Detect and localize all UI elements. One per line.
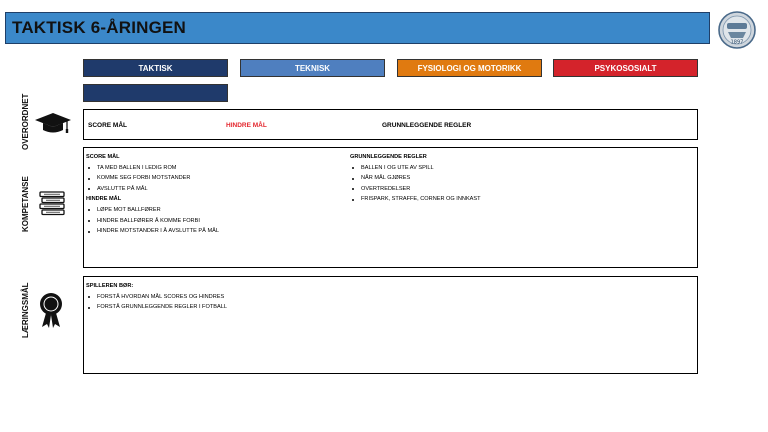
page-title: TAKTISK 6-ÅRINGEN: [12, 18, 187, 37]
kompetanse-regler-heading: GRUNNLEGGENDE REGLER: [350, 154, 427, 160]
list-item: NÅR MÅL GJØRES: [350, 173, 481, 184]
overordnet-hindre-mal: HINDRE MÅL: [226, 122, 267, 129]
list-item: BALLEN I OG UTE AV SPILL: [350, 163, 481, 174]
kompetanse-hindre-heading: HINDRE MÅL: [86, 196, 122, 203]
kompetanse-regler-list: [350, 163, 481, 205]
kompetanse-score-list: [86, 163, 219, 195]
list-item: FORSTÅ GRUNNLEGGENDE REGLER I FOTBALL: [86, 302, 227, 313]
list-item: AVSLUTTE PÅ MÅL: [86, 184, 219, 195]
list-item: FORSTÅ HVORDAN MÅL SCORES OG HINDRES: [86, 292, 227, 303]
list-item: OVERTREDELSER: [350, 184, 481, 195]
award-ribbon-icon: [38, 291, 64, 329]
kompetanse-box: [83, 147, 698, 268]
section-label-overordnet: OVERORDNET: [21, 93, 30, 150]
category-fysiologi-label: FYSIOLOGI OG MOTORIKK: [417, 63, 522, 73]
page-header: [5, 12, 710, 44]
list-item: LØPE MOT BALLFØRER: [86, 205, 219, 216]
overordnet-grunnleggende-regler: GRUNNLEGGENDE REGLER: [382, 122, 472, 129]
laeringsmal-heading: SPILLEREN BØR:: [86, 283, 134, 289]
laeringsmal-box: [83, 276, 698, 374]
kompetanse-right-column: [350, 152, 481, 205]
section-label-laeringsmal: LÆRINGSMÅL: [21, 282, 30, 338]
list-item: FRISPARK, STRAFFE, CORNER OG INNKAST: [350, 194, 481, 205]
category-taktisk-button[interactable]: [83, 59, 228, 77]
category-psykososialt-label: PSYKOSOSIALT: [594, 63, 657, 73]
club-crest-icon: [716, 10, 758, 50]
list-item: HINDRE BALLFØRER Å KOMME FORBI: [86, 216, 219, 227]
kompetanse-score-heading: SCORE MÅL: [86, 154, 120, 160]
category-psykososialt-button[interactable]: [553, 59, 698, 77]
kompetanse-hindre-list: [86, 205, 219, 237]
category-teknisk-button[interactable]: [240, 59, 385, 77]
books-icon: [38, 190, 66, 216]
category-empty-button[interactable]: [83, 84, 228, 102]
section-label-kompetanse: KOMPETANSE: [21, 176, 30, 232]
logo-year: 1897: [730, 39, 744, 46]
laeringsmal-list: [86, 292, 227, 313]
overordnet-box: [83, 109, 698, 140]
list-item: HINDRE MOTSTANDER I Å AVSLUTTE PÅ MÅL: [86, 226, 219, 237]
category-fysiologi-button[interactable]: [397, 59, 542, 77]
overordnet-score-mal: SCORE MÅL: [88, 122, 127, 129]
laeringsmal-column: [86, 281, 227, 313]
category-taktisk-label: TAKTISK: [138, 63, 173, 73]
category-teknisk-label: TEKNISK: [294, 63, 331, 73]
graduation-cap-icon: [34, 111, 72, 135]
list-item: TA MED BALLEN I LEDIG ROM: [86, 163, 219, 174]
list-item: KOMME SEG FORBI MOTSTANDER: [86, 173, 219, 184]
kompetanse-left-column: [86, 152, 219, 237]
